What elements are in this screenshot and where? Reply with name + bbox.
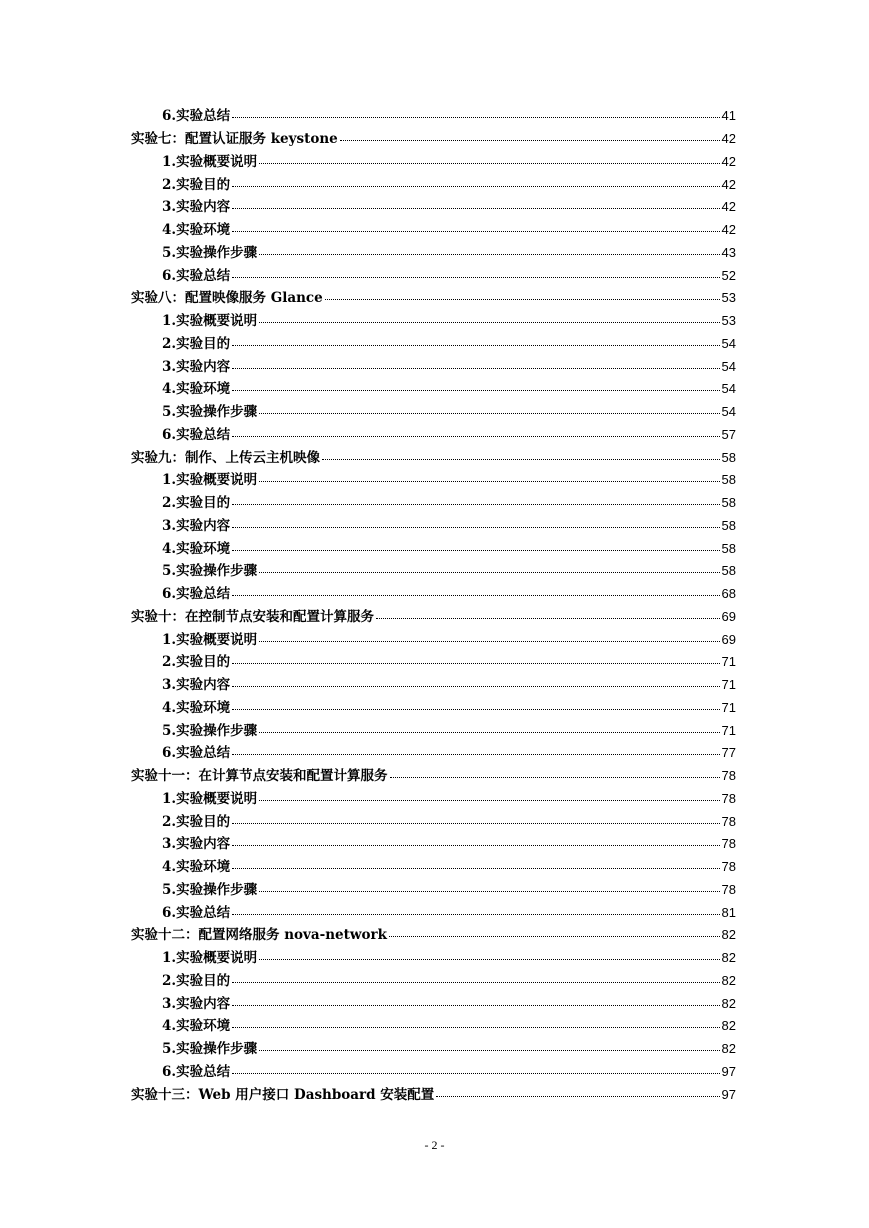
toc-entry-title: 5.实验操作步骤 (162, 244, 258, 261)
toc-entry-line (162, 836, 736, 852)
dot-leader (259, 958, 719, 960)
toc-entry-line (162, 108, 736, 124)
toc-entry-line (131, 290, 736, 306)
toc-entry-line (162, 199, 736, 215)
dot-leader (259, 1049, 719, 1051)
toc-entry-line (162, 677, 736, 693)
toc-entry-title: 2.实验目的 (162, 335, 231, 352)
toc-entry-line (162, 472, 736, 488)
toc-entry-line (162, 381, 736, 397)
toc-entry-title: 2.实验目的 (162, 176, 231, 193)
dot-leader (232, 276, 719, 278)
toc-entry-page-number: 82 (721, 1018, 736, 1034)
toc-entry-page-number: 82 (721, 1041, 736, 1057)
toc-entry-title: 3.实验内容 (162, 358, 231, 375)
toc-chapter-entry[interactable] (0, 287, 869, 310)
dot-leader (232, 844, 719, 846)
toc-entry-title: 3.实验内容 (162, 677, 231, 694)
toc-section-entry[interactable] (0, 628, 869, 651)
toc-entry-line (162, 313, 736, 329)
toc-entry-page-number: 78 (721, 768, 736, 784)
toc-entry-line (162, 791, 736, 807)
toc-entry-line (162, 745, 736, 761)
toc-entry-title: 2.实验目的 (162, 972, 231, 989)
dot-leader (232, 753, 719, 755)
dot-leader (259, 321, 719, 323)
dot-leader (232, 526, 719, 528)
toc-entry-line (162, 905, 736, 921)
toc-section-entry[interactable] (0, 719, 869, 742)
dot-leader (340, 139, 720, 141)
toc-entry-page-number: 54 (721, 404, 736, 420)
dot-leader (322, 458, 720, 460)
toc-entry-page-number: 43 (721, 244, 736, 260)
toc-entry-title: 6.实验总结 (162, 1063, 231, 1080)
toc-entry-title: 2.实验目的 (162, 654, 231, 671)
toc-entry-line (162, 268, 736, 284)
toc-section-entry[interactable] (0, 674, 869, 697)
toc-section-entry[interactable] (0, 1038, 869, 1061)
toc-entry-line (162, 154, 736, 170)
toc-section-entry[interactable] (0, 242, 869, 265)
toc-entry-line (162, 700, 736, 716)
toc-entry-title: 实验十：在控制节点安装和配置计算服务 (131, 608, 374, 625)
toc-entry-title: 3.实验内容 (162, 199, 231, 216)
toc-entry-title: 4.实验环境 (162, 222, 231, 239)
toc-entry-page-number: 82 (721, 950, 736, 966)
dot-leader (259, 731, 719, 733)
toc-entry-title: 1.实验概要说明 (162, 313, 258, 330)
toc-section-entry[interactable] (0, 378, 869, 401)
toc-entry-page-number: 42 (721, 131, 736, 147)
toc-entry-page-number: 58 (721, 540, 736, 556)
toc-entry-line (162, 563, 736, 579)
toc-entry-line (162, 518, 736, 534)
dot-leader (232, 389, 719, 391)
toc-section-entry[interactable] (0, 355, 869, 378)
toc-entry-page-number: 58 (721, 563, 736, 579)
toc-entry-line (162, 1064, 736, 1080)
toc-entry-line (162, 859, 736, 875)
dot-leader (436, 1095, 719, 1097)
dot-leader (259, 253, 719, 255)
dot-leader (232, 822, 719, 824)
dot-leader (259, 890, 719, 892)
toc-section-entry[interactable] (0, 1015, 869, 1038)
toc-section-entry[interactable] (0, 401, 869, 424)
toc-section-entry[interactable] (0, 901, 869, 924)
toc-section-entry[interactable] (0, 742, 869, 765)
toc-entry-title: 实验八：配置映像服务 Glance (131, 290, 323, 307)
toc-section-entry[interactable] (0, 105, 869, 128)
dot-leader (232, 662, 719, 664)
toc-section-entry[interactable] (0, 151, 869, 174)
dot-leader (389, 935, 720, 937)
toc-entry-line (162, 404, 736, 420)
toc-section-entry[interactable] (0, 833, 869, 856)
dot-leader (232, 230, 719, 232)
dot-leader (232, 708, 719, 710)
toc-entry-page-number: 81 (721, 904, 736, 920)
toc-entry-line (162, 973, 736, 989)
toc-entry-page-number: 52 (721, 267, 736, 283)
toc-entry-title: 5.实验操作步骤 (162, 404, 258, 421)
toc-entry-page-number: 78 (721, 790, 736, 806)
toc-entry-page-number: 71 (721, 654, 736, 670)
toc-entry-line (131, 1087, 736, 1103)
toc-entry-page-number: 58 (721, 472, 736, 488)
toc-entry-title: 4.实验环境 (162, 540, 231, 557)
toc-entry-page-number: 82 (721, 995, 736, 1011)
dot-leader (232, 367, 719, 369)
toc-entry-line (162, 336, 736, 352)
dot-leader (232, 981, 719, 983)
toc-entry-page-number: 54 (721, 335, 736, 351)
toc-entry-line (162, 632, 736, 648)
toc-section-entry[interactable] (0, 651, 869, 674)
toc-entry-title: 3.实验内容 (162, 517, 231, 534)
toc-section-entry[interactable] (0, 583, 869, 606)
dot-leader (232, 344, 719, 346)
toc-entry-page-number: 58 (721, 495, 736, 511)
toc-entry-line (162, 177, 736, 193)
toc-section-entry[interactable] (0, 333, 869, 356)
toc-entry-line (131, 450, 736, 466)
toc-section-entry[interactable] (0, 196, 869, 219)
table-of-contents (0, 105, 869, 1106)
dot-leader (259, 412, 719, 414)
dot-leader (232, 1004, 719, 1006)
dot-leader (259, 162, 719, 164)
toc-entry-title: 6.实验总结 (162, 904, 231, 921)
toc-entry-line (131, 768, 736, 784)
toc-section-entry[interactable] (0, 788, 869, 811)
dot-leader (232, 185, 719, 187)
toc-entry-page-number: 71 (721, 699, 736, 715)
toc-section-entry[interactable] (0, 947, 869, 970)
dot-leader (232, 503, 719, 505)
toc-entry-page-number: 42 (721, 199, 736, 215)
dot-leader (259, 571, 719, 573)
toc-entry-page-number: 82 (721, 972, 736, 988)
toc-entry-page-number: 78 (721, 813, 736, 829)
toc-entry-page-number: 42 (721, 176, 736, 192)
toc-entry-title: 1.实验概要说明 (162, 472, 258, 489)
toc-entry-page-number: 71 (721, 722, 736, 738)
dot-leader (259, 799, 719, 801)
toc-entry-line (162, 996, 736, 1012)
toc-entry-title: 5.实验操作步骤 (162, 563, 258, 580)
dot-leader (232, 435, 719, 437)
toc-section-entry[interactable] (0, 879, 869, 902)
toc-entry-title: 实验九：制作、上传云主机映像 (131, 449, 320, 466)
toc-entry-title: 实验七：配置认证服务 keystone (131, 131, 338, 148)
toc-section-entry[interactable] (0, 970, 869, 993)
page-number-footer: - 2 - (424, 1138, 445, 1152)
toc-entry-page-number: 97 (721, 1063, 736, 1079)
toc-entry-line (162, 654, 736, 670)
dot-leader (232, 685, 719, 687)
toc-entry-page-number: 68 (721, 586, 736, 602)
dot-leader (232, 867, 719, 869)
toc-entry-title: 6.实验总结 (162, 586, 231, 603)
toc-section-entry[interactable] (0, 310, 869, 333)
toc-entry-page-number: 97 (721, 1086, 736, 1102)
dot-leader (232, 1072, 719, 1074)
toc-entry-title: 实验十三：Web 用户接口 Dashboard 安装配置 (131, 1086, 435, 1103)
dot-leader (232, 594, 719, 596)
toc-section-entry[interactable] (0, 469, 869, 492)
toc-section-entry[interactable] (0, 856, 869, 879)
toc-section-entry[interactable] (0, 264, 869, 287)
toc-entry-line (162, 541, 736, 557)
toc-entry-title: 4.实验环境 (162, 381, 231, 398)
toc-entry-line (162, 245, 736, 261)
toc-entry-title: 5.实验操作步骤 (162, 881, 258, 898)
toc-entry-title: 4.实验环境 (162, 699, 231, 716)
toc-section-entry[interactable] (0, 1061, 869, 1084)
toc-entry-title: 4.实验环境 (162, 1018, 231, 1035)
toc-entry-title: 3.实验内容 (162, 995, 231, 1012)
toc-entry-title: 2.实验目的 (162, 813, 231, 830)
toc-section-entry[interactable] (0, 424, 869, 447)
toc-entry-page-number: 54 (721, 358, 736, 374)
toc-entry-title: 6.实验总结 (162, 108, 231, 125)
toc-entry-line (162, 222, 736, 238)
toc-entry-page-number: 58 (721, 449, 736, 465)
toc-chapter-entry[interactable] (0, 446, 869, 469)
toc-chapter-entry[interactable] (0, 924, 869, 947)
toc-entry-page-number: 69 (721, 608, 736, 624)
toc-section-entry[interactable] (0, 219, 869, 242)
dot-leader (232, 1026, 719, 1028)
toc-chapter-entry[interactable] (0, 128, 869, 151)
dot-leader (232, 913, 719, 915)
toc-entry-line (162, 882, 736, 898)
dot-leader (232, 207, 719, 209)
toc-entry-line (162, 1018, 736, 1034)
toc-entry-title: 4.实验环境 (162, 859, 231, 876)
dot-leader (325, 298, 720, 300)
dot-leader (376, 617, 720, 619)
toc-section-entry[interactable] (0, 560, 869, 583)
dot-leader (259, 480, 719, 482)
toc-entry-title: 1.实验概要说明 (162, 631, 258, 648)
toc-entry-page-number: 53 (721, 313, 736, 329)
toc-entry-page-number: 77 (721, 745, 736, 761)
toc-entry-page-number: 41 (721, 108, 736, 124)
toc-section-entry[interactable] (0, 537, 869, 560)
toc-entry-page-number: 42 (721, 153, 736, 169)
toc-entry-page-number: 58 (721, 517, 736, 533)
dot-leader (232, 549, 719, 551)
toc-entry-title: 2.实验目的 (162, 495, 231, 512)
toc-section-entry[interactable] (0, 173, 869, 196)
toc-entry-title: 6.实验总结 (162, 745, 231, 762)
dot-leader (390, 776, 720, 778)
toc-chapter-entry[interactable] (0, 1083, 869, 1106)
toc-entry-line (131, 131, 736, 147)
toc-section-entry[interactable] (0, 492, 869, 515)
toc-entry-line (162, 495, 736, 511)
toc-entry-title: 5.实验操作步骤 (162, 722, 258, 739)
toc-entry-line (162, 586, 736, 602)
toc-entry-title: 实验十二：配置网络服务 nova-network (131, 927, 387, 944)
toc-entry-page-number: 78 (721, 836, 736, 852)
toc-entry-line (162, 1041, 736, 1057)
toc-entry-title: 6.实验总结 (162, 267, 231, 284)
toc-chapter-entry[interactable] (0, 606, 869, 629)
toc-section-entry[interactable] (0, 992, 869, 1015)
toc-entry-page-number: 42 (721, 222, 736, 238)
toc-entry-page-number: 69 (721, 631, 736, 647)
toc-entry-title: 1.实验概要说明 (162, 950, 258, 967)
toc-chapter-entry[interactable] (0, 765, 869, 788)
toc-entry-title: 3.实验内容 (162, 836, 231, 853)
toc-entry-page-number: 78 (721, 881, 736, 897)
toc-entry-line (131, 609, 736, 625)
toc-entry-page-number: 71 (721, 677, 736, 693)
toc-entry-line (162, 427, 736, 443)
toc-entry-page-number: 82 (721, 927, 736, 943)
toc-entry-title: 实验十一：在计算节点安装和配置计算服务 (131, 768, 388, 785)
toc-entry-line (131, 927, 736, 943)
toc-section-entry[interactable] (0, 810, 869, 833)
toc-entry-page-number: 53 (721, 290, 736, 306)
toc-entry-title: 6.实验总结 (162, 426, 231, 443)
dot-leader (232, 116, 719, 118)
toc-entry-page-number: 78 (721, 859, 736, 875)
toc-entry-page-number: 57 (721, 426, 736, 442)
toc-entry-line (162, 723, 736, 739)
toc-entry-line (162, 359, 736, 375)
toc-section-entry[interactable] (0, 515, 869, 538)
toc-entry-title: 5.实验操作步骤 (162, 1041, 258, 1058)
toc-entry-title: 1.实验概要说明 (162, 790, 258, 807)
toc-entry-title: 1.实验概要说明 (162, 153, 258, 170)
toc-entry-line (162, 814, 736, 830)
dot-leader (259, 640, 719, 642)
toc-entry-page-number: 54 (721, 381, 736, 397)
toc-section-entry[interactable] (0, 697, 869, 720)
toc-entry-line (162, 950, 736, 966)
